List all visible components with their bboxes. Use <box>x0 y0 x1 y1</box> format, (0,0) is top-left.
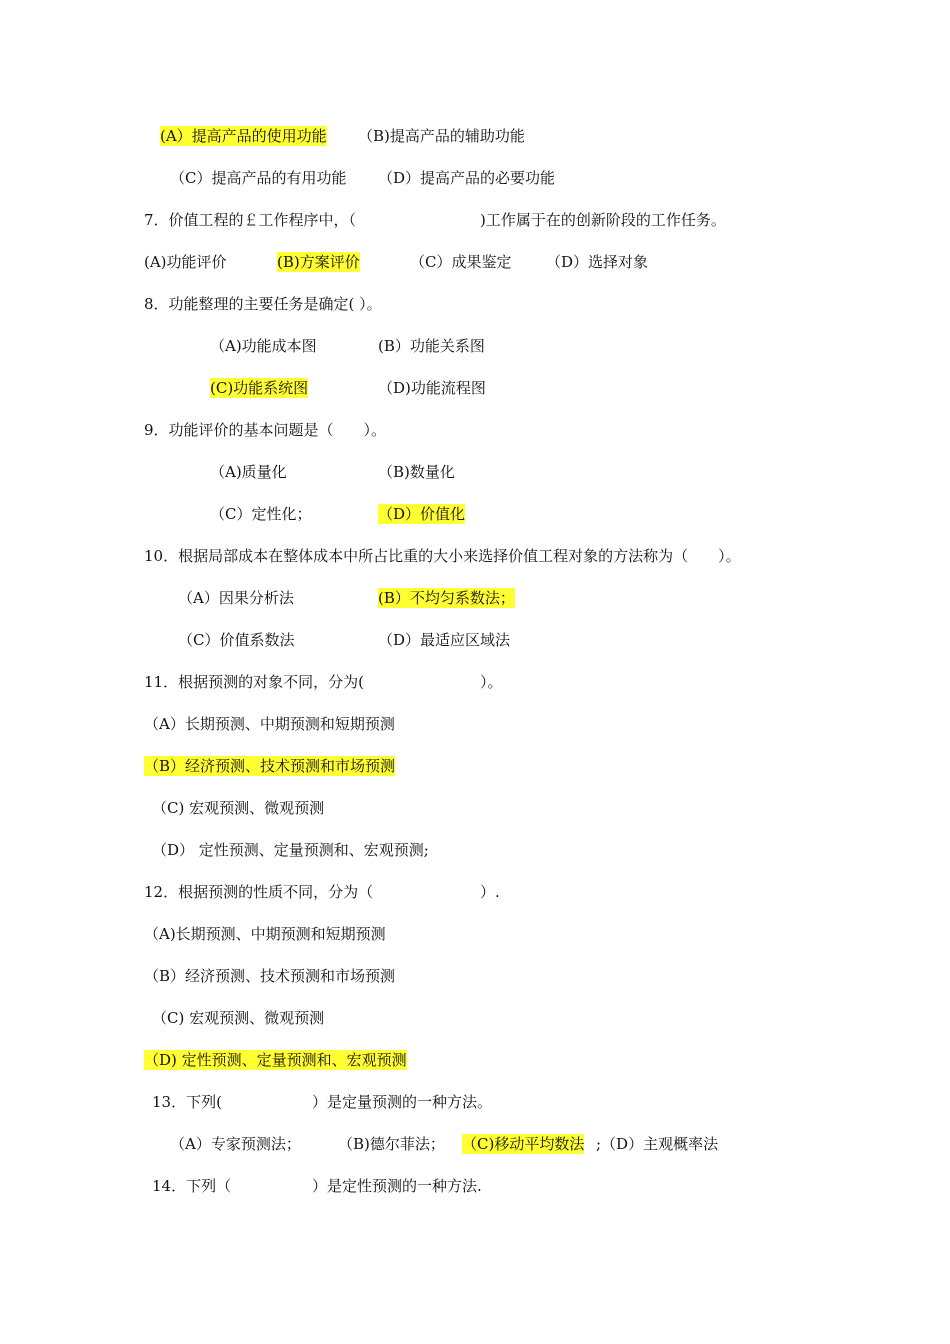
question-12-tail: ）. <box>480 883 500 901</box>
q12-option-c: （C) 宏观预测、微观预测 <box>152 1009 325 1027</box>
q7-option-d: （D）选择对象 <box>546 253 649 271</box>
q8-option-b: (B）功能关系图 <box>378 337 485 355</box>
question-7: 7．价值工程的￡工作程序中，（ <box>144 211 357 229</box>
q8-option-c-answer: (C)功能系统图 <box>210 379 309 397</box>
q10-option-a: （A）因果分析法 <box>178 589 294 607</box>
question-12: 12．根据预测的性质不同，分为（ <box>144 883 374 901</box>
q11-option-d: （D） 定性预测、定量预测和、宏观预测; <box>152 841 429 859</box>
question-8: 8．功能整理的主要任务是确定( ）。 <box>144 295 382 313</box>
q12-option-a: （A)长期预测、中期预测和短期预测 <box>144 925 386 943</box>
q9-option-c: （C）定性化； <box>210 505 312 523</box>
q7-option-b-answer: (B)方案评价 <box>277 253 360 271</box>
q9-option-b: （B)数量化 <box>378 463 455 481</box>
q10-option-c: （C）价值系数法 <box>178 631 295 649</box>
q13-option-c-answer: （C)移动平均数法 <box>462 1135 585 1153</box>
question-10: 10．根据局部成本在整体成本中所占比重的大小来选择价值工程对象的方法称为（ ）。 <box>144 547 741 565</box>
question-11: 11．根据预测的对象不同，分为( <box>144 673 364 691</box>
q8-option-d: （D)功能流程图 <box>378 379 486 397</box>
q7-option-a: (A)功能评价 <box>144 253 227 271</box>
question-14-tail: ）是定性预测的一种方法. <box>312 1177 482 1195</box>
q12-option-b: （B）经济预测、技术预测和市场预测 <box>144 967 396 985</box>
question-9: 9．功能评价的基本问题是（ ）。 <box>144 421 387 439</box>
q11-option-a: （A）长期预测、中期预测和短期预测 <box>144 715 395 733</box>
q11-option-b-answer: （B）经济预测、技术预测和市场预测 <box>144 757 396 775</box>
question-7-tail: )工作属于在的创新阶段的工作任务。 <box>480 211 726 229</box>
option-c: （C）提高产品的有用功能 <box>170 169 347 187</box>
question-13: 13．下列( <box>152 1093 222 1111</box>
option-d: （D）提高产品的必要功能 <box>378 169 556 187</box>
question-13-tail: ）是定量预测的一种方法。 <box>312 1093 493 1111</box>
q11-option-c: （C) 宏观预测、微观预测 <box>152 799 325 817</box>
option-b: （B)提高产品的辅助功能 <box>358 127 525 145</box>
q10-option-b-answer: (B）不均匀系数法； <box>378 589 515 607</box>
q9-option-a: （A)质量化 <box>210 463 287 481</box>
q12-option-d-answer: （D) 定性预测、定量预测和、宏观预测 <box>144 1051 407 1069</box>
q13-option-a: （A）专家预测法； <box>170 1135 301 1153</box>
q13-option-b: （B)德尔菲法； <box>338 1135 445 1153</box>
question-14: 14．下列（ <box>152 1177 232 1195</box>
q9-option-d-answer: （D）价值化 <box>378 505 466 523</box>
q13-option-d: ;（D）主观概率法 <box>596 1135 719 1153</box>
option-a-answer: (A）提高产品的使用功能 <box>160 127 327 145</box>
q10-option-d: （D）最适应区域法 <box>378 631 511 649</box>
question-11-tail: ）。 <box>480 673 503 691</box>
q8-option-a: （A)功能成本图 <box>210 337 317 355</box>
q7-option-c: （C）成果鉴定 <box>410 253 512 271</box>
